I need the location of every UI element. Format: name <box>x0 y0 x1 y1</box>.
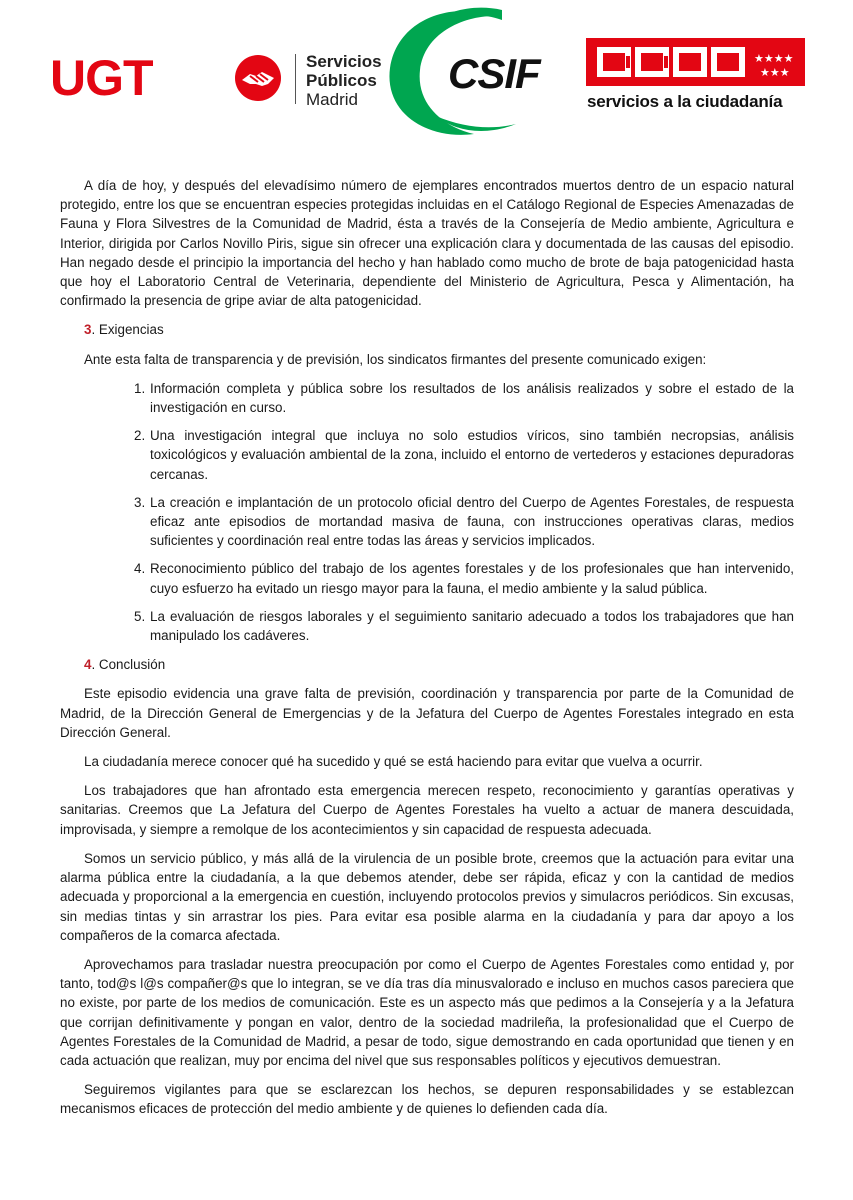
document-body <box>60 176 794 1129</box>
ugt-divider <box>295 54 296 104</box>
section-heading-exigencias <box>60 320 794 339</box>
list-number: 4. <box>134 561 146 577</box>
section-heading-conclusion <box>60 655 794 674</box>
ugt-wordmark: UGT <box>50 50 153 106</box>
demands-list <box>60 379 794 645</box>
section-title: . Conclusión <box>91 657 166 673</box>
ugt-handshake-icon <box>234 54 282 102</box>
csif-wordmark: CSIF <box>448 50 540 97</box>
list-text: La creación e implantación de un protocolo oficial dentro del Cuerpo de Agentes Forestales, de respuesta eficaz ante episodios de mortandad masiva de fauna, con instrucciones operativas claras, medios suficientes y coordinación real entre todas las áreas y servicios implicados. <box>150 494 794 549</box>
list-number: 1. <box>134 380 146 396</box>
list-text: Una investigación integral que incluya no solo estudios víricos, sino también necropsias, análisis toxicológicos y evaluación ambiental de la zona, incluido el entorno de vertederos y estaciones depuradoras cercanas. <box>150 428 794 482</box>
list-item <box>60 426 794 484</box>
ccoo-subtitle: servicios a la ciudadanía <box>587 92 783 111</box>
ugt-line: Madrid <box>306 90 358 109</box>
list-item <box>60 493 794 551</box>
conclusion-paragraph: Seguiremos vigilantes para que se esclarezcan los hechos, se depuren responsabilidades y se establezcan mecanismos eficaces de protección del medio ambiente y de quienes lo defienden cada día. <box>60 1082 794 1117</box>
conclusion-paragraph: Somos un servicio público, y más allá de la virulencia de un posible brote, creemos que la actuación para evitar una alarma pública entre la ciudadanía, a la que debemos atender, debe ser rápida, eficaz y con la cantidad de medios adecuada y proporcional a la emergencia en cuestión, incluyendo protocolos previos y simulacros periódicos. Sin excusas, sin medias tintas y sin arrastrar los pies. Para evitar esa posible alarma en la ciudadanía y para dar apoyo a los compañeros de la comarca afectada. <box>60 850 794 943</box>
list-number: 3. <box>134 494 146 510</box>
section-number: 4 <box>84 657 92 673</box>
list-item <box>60 379 794 417</box>
letterhead <box>0 0 853 150</box>
list-item <box>60 559 794 597</box>
ugt-line: Públicos <box>306 71 377 90</box>
list-text: La evaluación de riesgos laborales y el seguimiento sanitario adecuado a todos los trabajadores que han manipulado los cadáveres. <box>150 608 794 644</box>
conclusion-paragraph: Este episodio evidencia una grave falta de previsión, coordinación y transparencia por parte de la Comunidad de Madrid, de la Dirección General de Emergencias y de la Jefatura del Cuerpo de Agentes Forestales integrado en esta Dirección General. <box>60 686 794 740</box>
section-number: 3 <box>84 322 92 338</box>
intro-paragraph: A día de hoy, y después del elevadísimo número de ejemplares encontrados muertos dentro de un espacio natural protegido, entre los que se encuentran especies protegidas incluidas en el Catálogo Regional de Especies Amenazadas de Fauna y Flora Silvestres de la Comunidad de Madrid, ésta a través de la Consejería de Medio ambiente, Agricultura e Interior, dirigida por Carlos Novillo Piris, sigue sin ofrecer una explicación clara y documentada de las causas del episodio. Han negado desde el principio la importancia del hecho y han hablado como mucho de brote de baja patogenicidad hasta que hoy el Laboratorio Central de Veterinaria, dependiente del Ministerio de Agricultura, Pesca y Alimentación, ha confirmado la presencia de gripe aviar de alta patogenicidad. <box>60 178 794 309</box>
conclusion-paragraph: Los trabajadores que han afrontado esta emergencia merecen respeto, reconocimiento y garantías operativas y sanitarias. Creemos que La Jefatura del Cuerpo de Agentes Forestales ha vuelto a actuar de manera descuidada, improvisada, y siempre a remolque de los acontecimientos y sin capacidad de respuesta adecuada. <box>60 783 794 837</box>
ugt-line: Servicios <box>306 52 382 71</box>
list-item <box>60 607 794 645</box>
list-number: 5. <box>134 608 146 624</box>
ugt-subtitle <box>306 52 382 109</box>
svg-text:★★★★: ★★★★ <box>754 52 794 65</box>
list-text: Información completa y pública sobre los resultados de los análisis realizados y sobre el estado de la investigación en curso. <box>150 380 794 416</box>
conclusion-paragraph: Aprovechamos para trasladar nuestra preocupación por como el Cuerpo de Agentes Forestales como entidad y, por tanto, tod@s l@s compañer@s que lo integran, se ve día tras día minusvalorado e incluso en muchos casos pareciera que no existe, por parte de los medios de comunicación. Este es un aspecto más que pedimos a la Consejería y a la Jefatura que corrijan definitivamente y pongan en valor, dentro de la sociedad madrileña, la profesionalidad que el Cuerpo de Agentes Forestales de la Comunidad de Madrid, a pesar de todo, sigue demostrando en cada oportunidad que tienen y en cada actuación que realizan, muy por encima del nivel que sus responsables políticos y ejecutivos demuestran. <box>60 956 794 1068</box>
svg-text:★★★: ★★★ <box>760 66 790 79</box>
section-title: . Exigencias <box>91 322 164 338</box>
list-number: 2. <box>134 428 146 444</box>
list-text: Reconocimiento público del trabajo de los agentes forestales y de los profesionales que han intervenido, cuyo esfuerzo ha evitado un riesgo mayor para la fauna, el medio ambiente y la salud pública. <box>150 561 794 596</box>
conclusion-paragraph: La ciudadanía merece conocer qué ha sucedido y qué se está haciendo para evitar que vuelva a ocurrir. <box>84 754 703 770</box>
demands-intro: Ante esta falta de transparencia y de previsión, los sindicatos firmantes del presente comunicado exigen: <box>84 351 707 367</box>
ugt-logo <box>50 48 382 109</box>
